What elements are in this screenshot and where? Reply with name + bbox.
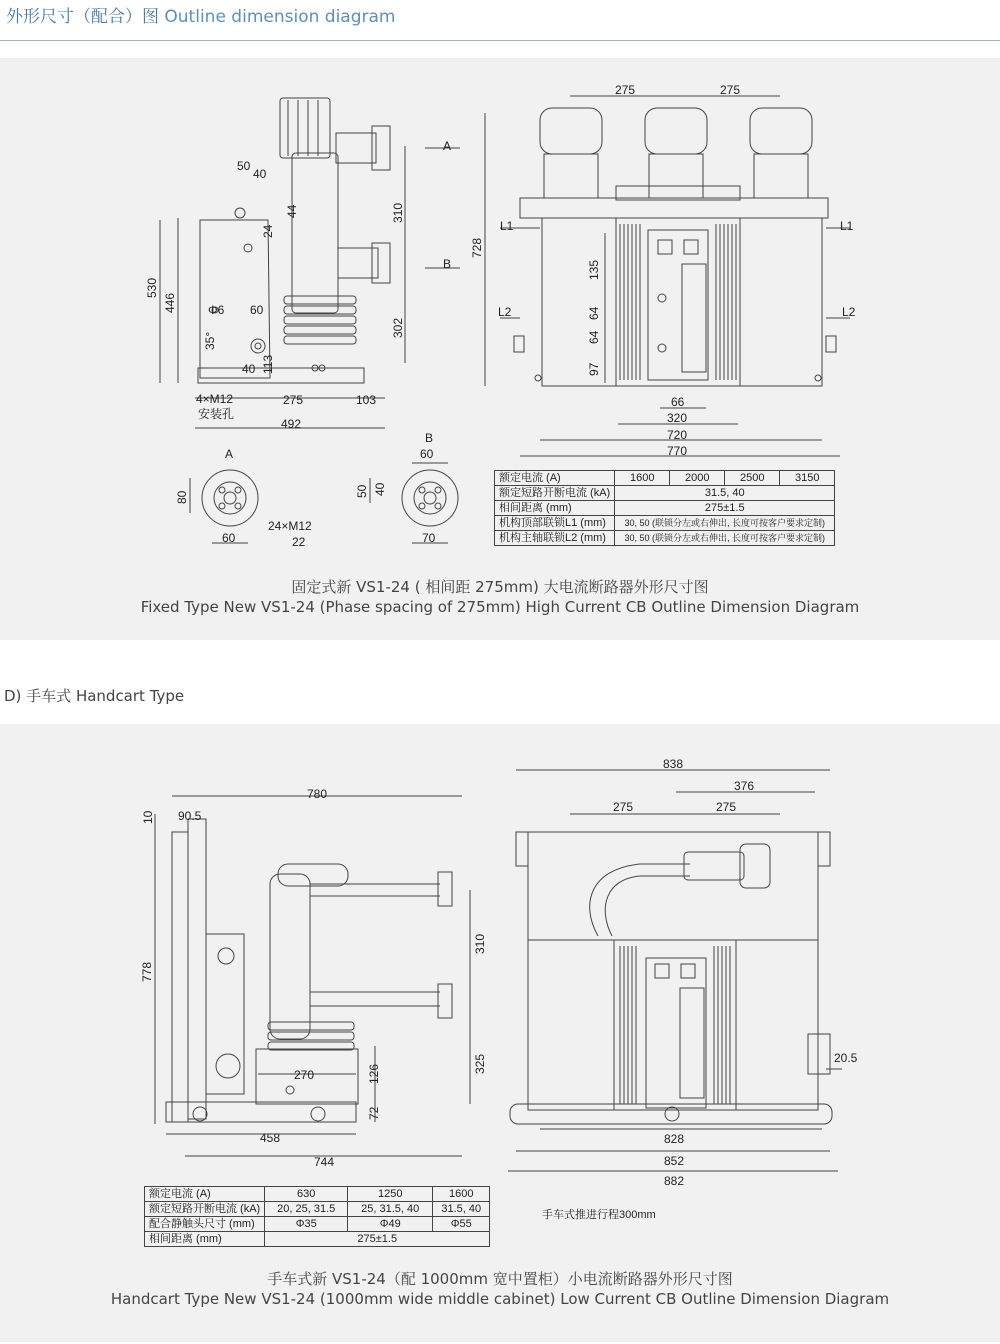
dim-828: 828 [664, 1132, 685, 1146]
table-cell: 2000 [670, 471, 725, 486]
handcart-front-view [508, 770, 842, 1171]
table-row [495, 516, 835, 531]
table-cell: 相间距离 (mm) [145, 1232, 265, 1247]
dim-l1-left: L1 [500, 219, 514, 233]
dim-b50: 50 [355, 484, 369, 498]
table-cell: 31.5, 40 [433, 1202, 490, 1217]
table-row [145, 1202, 490, 1217]
dim-744: 744 [314, 1155, 335, 1169]
table-cell [615, 516, 835, 531]
table-cell: 3150 [780, 471, 835, 486]
dim-310: 310 [391, 202, 405, 223]
table-row [495, 486, 835, 501]
dim-50: 50 [237, 159, 251, 173]
dim-325: 325 [473, 1053, 487, 1074]
dim-492: 492 [281, 417, 302, 431]
dim-275-right: 275 [720, 83, 741, 97]
table-cell-note: (联锁分左或右伸出, 长度可按客户要求定制) [651, 518, 825, 528]
handcart-caption-en: Handcart Type New VS1-24 (1000mm wide middle cabinet) Low Current CB Outline Dimension Diagram [110, 1290, 890, 1308]
fixed-type-drawing [0, 58, 1000, 640]
dim-126: 126 [367, 1063, 381, 1084]
dim-728: 728 [470, 237, 484, 258]
dim-302: 302 [391, 317, 405, 338]
handcart-type-panel [0, 724, 1000, 1342]
dim-64b: 64 [587, 330, 601, 344]
table-cell: 机构主轴联锁L2 (mm) [495, 531, 615, 546]
fixed-caption-en: Fixed Type New VS1-24 (Phase spacing of 275mm) High Current CB Outline Dimension Diagram [140, 598, 860, 616]
dim-60: 60 [250, 303, 264, 317]
hole-note-2: 安装孔 [198, 407, 235, 421]
dim-103: 103 [356, 393, 377, 407]
table-row [495, 531, 835, 546]
table-row [145, 1217, 490, 1232]
handcart-caption-cn: 手车式新 VS1-24（配 1000mm 宽中置柜）小电流断路器外形尺寸图 [267, 1270, 733, 1288]
table-cell: 额定电流 (A) [145, 1187, 265, 1202]
table-cell: 20, 25, 31.5 [265, 1202, 348, 1217]
fixed-spec-table [494, 470, 835, 546]
dim-376: 376 [734, 779, 755, 793]
dim-275-hc-right: 275 [716, 800, 737, 814]
table-cell-value: 30, 50 [624, 518, 650, 528]
dim-446: 446 [163, 292, 177, 313]
dim-778: 778 [140, 961, 154, 982]
dim-72: 72 [367, 1106, 381, 1120]
table-cell: 25, 31.5, 40 [348, 1202, 433, 1217]
dim-270: 270 [294, 1068, 315, 1082]
table-cell: 31.5, 40 [615, 486, 835, 501]
dim-780: 780 [307, 787, 328, 801]
page-title-cn: 外形尺寸（配合）图 [6, 7, 159, 27]
dim-24m12: 24×M12 [268, 519, 312, 533]
dim-phi6: Φ6 [208, 303, 225, 317]
fixed-front-view [485, 96, 850, 456]
table-row [145, 1232, 490, 1247]
dim-40: 40 [253, 167, 267, 181]
dim-90-5: 90.5 [178, 809, 202, 823]
table-cell: 额定短路开断电流 (kA) [495, 486, 615, 501]
dim-113: 113 [261, 354, 275, 374]
dim-a60: 60 [222, 531, 236, 545]
table-cell-note: (联锁分左或右伸出, 长度可按客户要求定制) [651, 533, 825, 543]
dim-l2-right: L2 [842, 305, 856, 319]
table-cell: 1250 [348, 1187, 433, 1202]
table-cell-value: 30, 50 [624, 533, 650, 543]
dim-135: 135 [587, 259, 601, 280]
dim-b70: 70 [422, 531, 436, 545]
fixed-caption-cn: 固定式新 VS1-24 ( 相间距 275mm) 大电流断路器外形尺寸图 [291, 578, 709, 596]
dim-320: 320 [667, 411, 688, 425]
dim-720: 720 [667, 428, 688, 442]
dim-a80: 80 [175, 490, 189, 504]
label-b: B [443, 257, 452, 271]
dim-838: 838 [663, 757, 684, 771]
dim-44: 44 [285, 204, 299, 218]
handcart-side-view [155, 796, 470, 1156]
table-row [495, 471, 835, 486]
dim-20-5: 20.5 [834, 1051, 858, 1065]
dim-35deg: 35° [203, 331, 217, 350]
table-cell: 1600 [615, 471, 670, 486]
table-cell [615, 531, 835, 546]
table-cell: 配合静触头尺寸 (mm) [145, 1217, 265, 1232]
table-cell: Φ49 [348, 1217, 433, 1232]
dim-882: 882 [664, 1174, 685, 1188]
table-cell: 2500 [725, 471, 780, 486]
dim-275-hc-left: 275 [613, 800, 634, 814]
dim-24: 24 [261, 224, 275, 238]
dim-852: 852 [664, 1154, 685, 1168]
page-title-en: Outline dimension diagram [164, 7, 396, 27]
dim-a22: 22 [292, 535, 306, 549]
table-cell: 630 [265, 1187, 348, 1202]
dim-458: 458 [260, 1131, 281, 1145]
dim-10: 10 [141, 810, 155, 824]
table-cell: Φ55 [433, 1217, 490, 1232]
travel-note: 手车式推进行程300mm [542, 1209, 656, 1221]
dim-530: 530 [145, 277, 159, 298]
handcart-spec-table [144, 1186, 490, 1247]
table-cell: 相间距离 (mm) [495, 501, 615, 516]
view-a-label: A [225, 447, 234, 461]
table-row [145, 1187, 490, 1202]
page-title [6, 2, 395, 27]
fixed-side-view [160, 98, 460, 428]
dim-310-hc: 310 [473, 933, 487, 954]
dim-b40: 40 [373, 482, 387, 496]
dim-l1-right: L1 [840, 219, 854, 233]
table-cell: 额定电流 (A) [495, 471, 615, 486]
dim-770: 770 [667, 444, 688, 458]
label-a: A [443, 139, 452, 153]
dim-64a: 64 [587, 306, 601, 320]
dim-b60: 60 [420, 447, 434, 461]
dim-40b: 40 [242, 362, 256, 376]
fixed-type-panel [0, 58, 1000, 640]
table-cell: 275±1.5 [615, 501, 835, 516]
dim-97: 97 [587, 362, 601, 376]
hole-note: 4×M12 [196, 392, 234, 406]
handcart-type-drawing [0, 724, 1000, 1342]
dim-275-left: 275 [615, 83, 636, 97]
table-cell: Φ35 [265, 1217, 348, 1232]
dim-66: 66 [671, 395, 685, 409]
table-row [495, 501, 835, 516]
view-b-label: B [425, 431, 434, 445]
dim-275: 275 [283, 393, 304, 407]
dim-l2-left: L2 [498, 305, 512, 319]
title-divider [0, 40, 1000, 41]
table-cell: 275±1.5 [265, 1232, 490, 1247]
section-d-label: D) 手车式 Handcart Type [4, 687, 185, 705]
table-cell: 机构顶部联锁L1 (mm) [495, 516, 615, 531]
table-cell: 1600 [433, 1187, 490, 1202]
table-cell: 额定短路开断电流 (kA) [145, 1202, 265, 1217]
